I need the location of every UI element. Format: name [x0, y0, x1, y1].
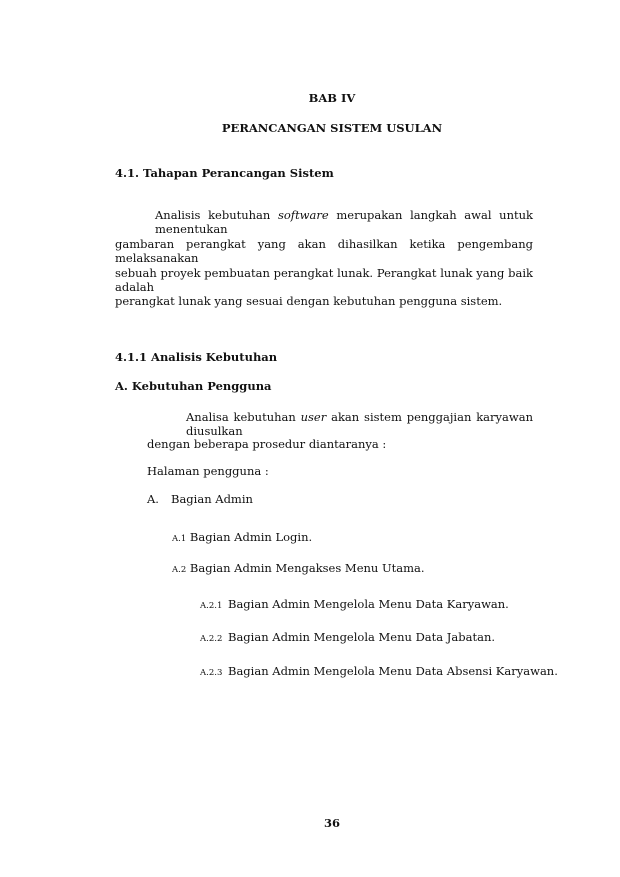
paragraph-line: sebuah proyek pembuatan perangkat lunak. Perangkat lunak yang baik adalah: [115, 266, 533, 294]
list-item-a: A. Bagian Admin: [147, 492, 253, 506]
list-number: A.2: [172, 565, 187, 575]
list-item: A.2.2 Bagian Admin Mengelola Menu Data Jabatan.: [200, 630, 496, 644]
list-number: A.2.2: [200, 634, 223, 644]
list-number: A.2.1: [200, 601, 223, 611]
paragraph-line: Analisa kebutuhan user akan sistem penggajian karyawan diusulkan: [186, 410, 533, 438]
section-heading-4-1: 4.1. Tahapan Perancangan Sistem: [115, 166, 334, 180]
paragraph-line: Analisis kebutuhan software merupakan langkah awal untuk menentukan: [155, 208, 533, 236]
list-marker: A.: [147, 492, 159, 506]
paragraph-line: perangkat lunak yang sesuai dengan kebutuhan pengguna sistem.: [115, 294, 503, 308]
document-title: PERANCANGAN SISTEM USULAN: [221, 121, 443, 135]
page-number: 36: [323, 816, 340, 830]
list-number: A.1: [172, 534, 187, 544]
list-item: A.2.3 Bagian Admin Mengelola Menu Data Absensi Karyawan.: [200, 664, 558, 678]
halaman-pengguna-label: Halaman pengguna :: [147, 464, 269, 478]
paragraph-line: gambaran perangkat yang akan dihasilkan ketika pengembang melaksanakan: [115, 237, 533, 265]
paragraph-line: dengan beberapa prosedur diantaranya :: [147, 437, 387, 451]
chapter-title: BAB IV: [308, 91, 356, 105]
list-number: A.2.3: [200, 668, 223, 678]
list-item: A.2 Bagian Admin Mengakses Menu Utama.: [172, 561, 425, 575]
list-item: A.1 Bagian Admin Login.: [172, 530, 313, 544]
section-heading-4-1-1: 4.1.1 Analisis Kebutuhan: [115, 350, 278, 364]
list-item: A.2.1 Bagian Admin Mengelola Menu Data Karyawan.: [200, 597, 509, 611]
subheading-kebutuhan-pengguna: A. Kebutuhan Pengguna: [115, 379, 272, 393]
